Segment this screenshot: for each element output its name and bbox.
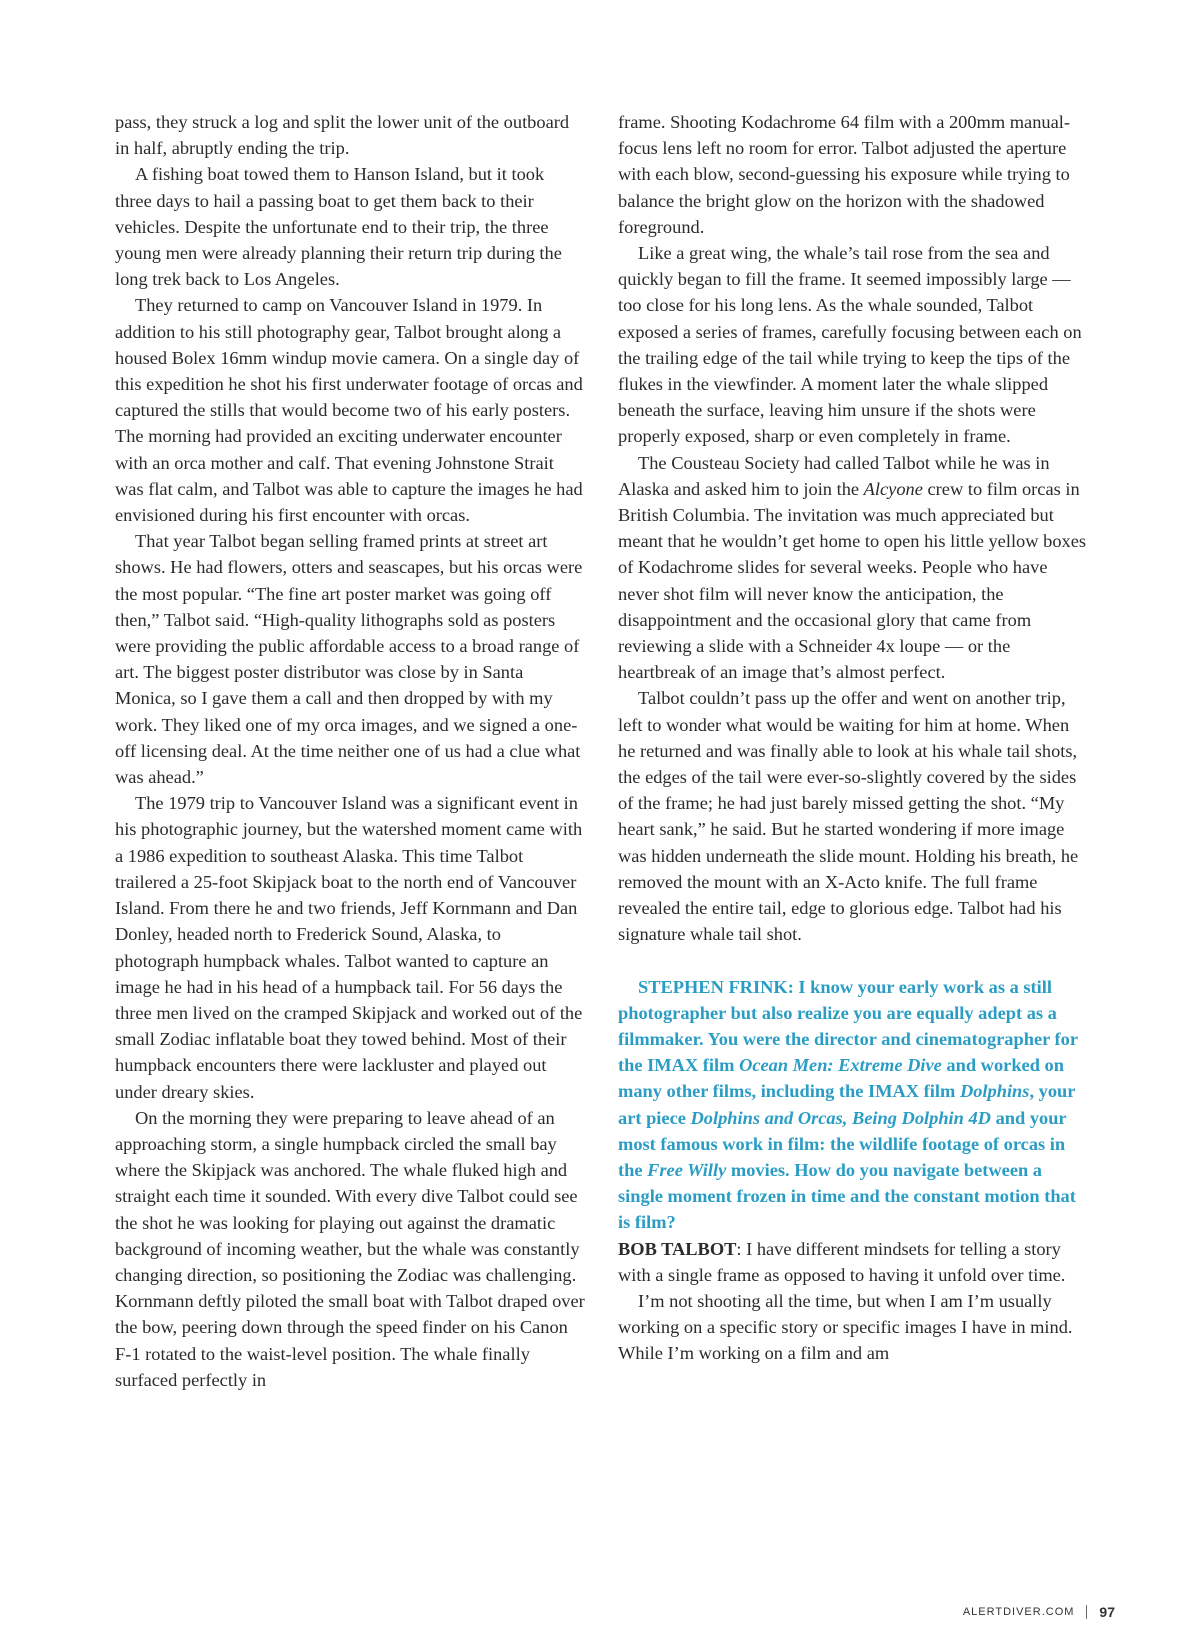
article-paragraph: frame. Shooting Kodachrome 64 film with a 200mm manual-focus lens left no room for error. Talbot adjusted the aperture with each blow, second-guessing his exposure while trying to balance the bright glow on the horizon with the shadowed foreground. (618, 112, 1071, 237)
question-text: and worked on many other films, including the IMAX film (618, 1055, 1064, 1102)
article-paragraph: pass, they struck a log and split the lower unit of the outboard in half, abruptly ending the trip. (115, 112, 570, 159)
ship-name: Alcyone (863, 478, 923, 499)
film-title: Dolphins (959, 1081, 1030, 1102)
article-paragraph: I’m not shooting all the time, but when I am I’m usually working on a specific story or specific images I have in mind. While I’m working on a film and am (618, 1290, 1073, 1364)
article-paragraph: Talbot couldn’t pass up the offer and went on another trip, left to wonder what would be waiting for him at home. When he returned and was finally able to look at his whale tail shots, the edges of the tail were ever-so-slightly covered by the sides of the frame; he had just barely missed getting the shot. “My heart sank,” he said. But he started wondering if more image was hidden underneath the slide mount. Holding his breath, he removed the mount with an X-Acto knife. The full frame revealed the entire tail, edge to glorious edge. Talbot had his signature whale tail shot. (618, 688, 1079, 945)
article-paragraph: On the morning they were preparing to leave ahead of an approaching storm, a single humpback circled the small bay where the Skipjack was anchored. The whale fluked high and straight each time it sounded. With every dive Talbot could see the shot he was looking for playing out against the dramatic background of incoming weather, but the whale was constantly changing direction, so positioning the Zodiac was challenging. Kornmann deftly piloted the small boat with Talbot draped over the bow, peering down through the speed finder on his Canon F-1 rotated to the waist-level position. The whale finally surfaced perfectly in (115, 1107, 585, 1390)
left-column (115, 109, 585, 1393)
article-paragraph (618, 450, 1088, 686)
article-paragraph: A fishing boat towed them to Hanson Island, but it took three days to hail a passing boat to get them back to their vehicles. Despite the unfortunate end to their trip, the three young men were already planning their return trip during the long trek back to Los Angeles. (115, 164, 562, 290)
right-column (618, 109, 1088, 1367)
film-title: Ocean Men: Extreme Dive (739, 1055, 942, 1076)
page-number: 97 (1099, 1604, 1115, 1620)
answer-speaker: BOB TALBOT (618, 1238, 737, 1259)
paragraph-text: The Cousteau Society had called Talbot while he was in Alaska and asked him to join the (618, 452, 1050, 499)
page-footer (963, 1604, 1115, 1620)
article-paragraph: They returned to camp on Vancouver Island in 1979. In addition to his still photography gear, Talbot brought along a housed Bolex 16mm windup movie camera. On a single day of this expedition he shot his first underwater footage of orcas and captured the stills that would become two of his early posters. The morning had provided an exciting underwater encounter with an orca mother and calf. That evening Johnstone Strait was flat calm, and Talbot was able to capture the images he had envisioned during his first encounter with orcas. (115, 295, 583, 526)
question-text: and your most famous work in film: the wildlife footage of orcas in the (618, 1107, 1067, 1180)
article-paragraph: That year Talbot began selling framed prints at street art shows. He had flowers, otters and seascapes, but his orcas were the most popular. “The fine art poster market was going off then,” Talbot said. “High-quality lithographs sold as posters were providing the public affordable access to a broad range of art. The biggest poster distributor was close by in Santa Monica, so I gave them a call and then dropped by with my work. They liked one of my orca images, and we signed a one-off licensing deal. At the time neither one of us had a clue what was ahead.” (115, 531, 583, 788)
article-paragraph: The 1979 trip to Vancouver Island was a significant event in his photographic journey, but the watershed moment came with a 1986 expedition to southeast Alaska. This time Talbot trailered a 25-foot Skipjack boat to the north end of Vancouver Island. From there he and two friends, Jeff Kornmann and Dan Donley, headed north to Frederick Sound, Alaska, to photograph humpback whales. Talbot wanted to capture an image he had in his head of a humpback tail. For 56 days the three men lived on the cramped Skipjack and worked out of the small Zodiac inflatable boat they towed behind. Most of their humpback encounters there were lackluster and played out under dreary skies. (115, 793, 583, 1102)
interview-question (618, 974, 1088, 1236)
film-title: Dolphins and Orcas, Being Dolphin 4D (690, 1107, 991, 1128)
question-text: movies. How do you navigate between a single moment frozen in time and the constant motion that is film? (618, 1159, 1076, 1233)
article-paragraph: Like a great wing, the whale’s tail rose from the sea and quickly began to fill the frame. It seemed impossibly large — too close for his long lens. As the whale sounded, Talbot exposed a series of frames, carefully focusing between each on the trailing edge of the tail while trying to keep the tips of the flukes in the viewfinder. A moment later the whale slipped beneath the surface, leaving him unsure if the shots were properly exposed, sharp or even completely in frame. (618, 243, 1082, 447)
question-text: STEPHEN FRINK: I know your early work as a still photographer but also realize you are equally adept as a filmmaker. You were the director and cinematographer for the IMAX film (618, 976, 1078, 1076)
question-text: , your art piece (618, 1081, 1076, 1128)
interview-answer (618, 1236, 1088, 1288)
footer-divider (1086, 1605, 1087, 1619)
footer-site: ALERTDIVER.COM (962, 1606, 1075, 1618)
paragraph-text: crew to film orcas in British Columbia. The invitation was much appreciated but meant that he wouldn’t get home to open his little yellow boxes of Kodachrome slides for several weeks. People who have never shot film will never know the anticipation, the disappointment and the occasional glory that came from reviewing a slide with a Schneider 4x loupe — or the heartbreak of an image that’s almost perfect. (618, 478, 1087, 683)
film-title: Free Willy (647, 1159, 727, 1180)
answer-text: : I have different mindsets for telling a story with a single frame as opposed to having it unfold over time. (618, 1238, 1066, 1285)
